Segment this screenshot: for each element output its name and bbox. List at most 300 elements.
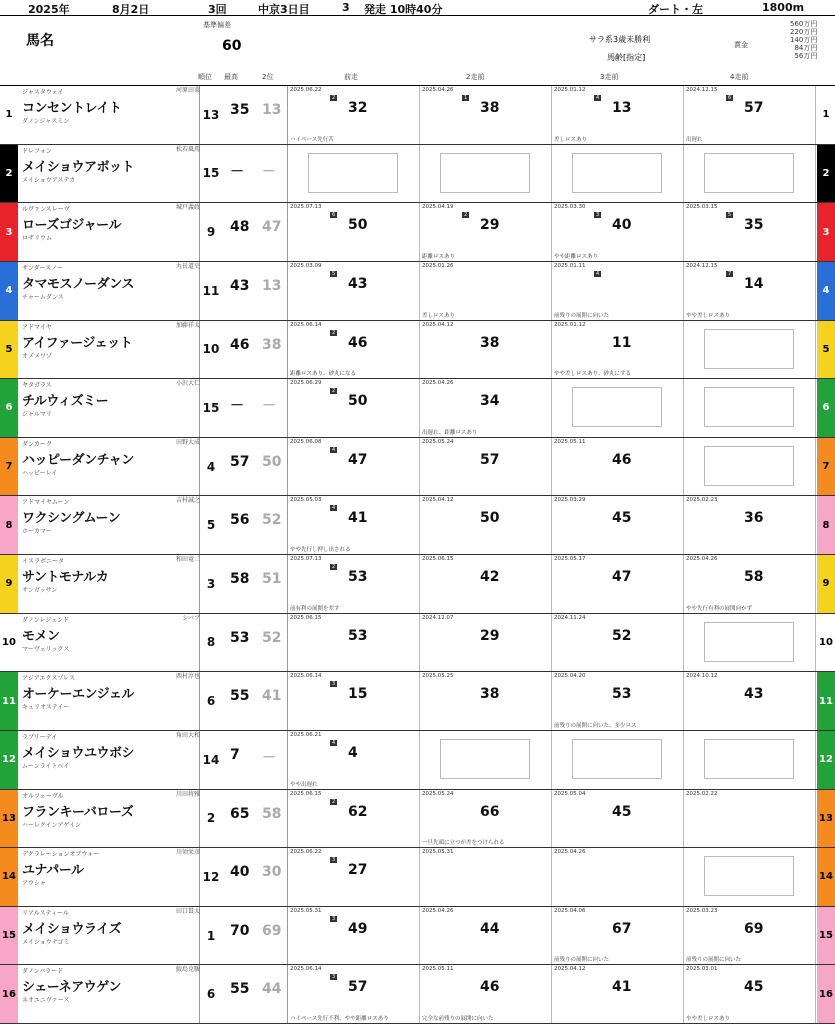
jockey-name: 松若風馬 (175, 145, 200, 153)
race-score: 4 (348, 744, 358, 761)
past-race (420, 496, 552, 554)
column-header (0, 16, 835, 86)
past-race (552, 145, 684, 203)
horse-row (0, 555, 835, 614)
horse-cell (20, 848, 200, 906)
race-date: 2025.06.21 (290, 731, 322, 738)
race-note: 前残りの展開に向いた (554, 312, 610, 319)
race-date: 2024.12.15 (686, 262, 718, 269)
past-race (552, 262, 684, 320)
past-race (684, 438, 816, 496)
past-races (288, 907, 818, 965)
race-date: 2025.05.24 (422, 438, 454, 445)
race-condition: 馬齢[指定] (607, 53, 646, 62)
jockey-name: 西村淳也 (175, 673, 200, 681)
past-race (684, 848, 816, 906)
race-score: 43 (744, 686, 764, 703)
horse-row (0, 86, 835, 145)
best-score: － (230, 398, 244, 415)
horse-row (0, 790, 835, 849)
past-race (684, 555, 816, 613)
best-score: 55 (230, 981, 250, 998)
past-race (288, 907, 420, 965)
horse-name[interactable]: ユナパール (22, 863, 84, 879)
waku-number-left: 3 (0, 203, 18, 261)
finish-position: 4 (332, 446, 336, 453)
horse-name[interactable]: タマモスノーダンス (22, 276, 134, 292)
waku-number-left: 10 (0, 614, 18, 672)
score-cell (222, 203, 288, 261)
horse-row (0, 321, 835, 380)
race-score: 41 (348, 510, 368, 527)
second-score: 52 (262, 629, 282, 646)
past-race (684, 86, 816, 144)
best-score: 40 (230, 864, 250, 881)
race-score: 38 (480, 686, 500, 703)
race-note: 出遅れ (686, 136, 703, 143)
second-score: 69 (262, 922, 282, 939)
horse-cell (20, 907, 200, 965)
horse-name[interactable]: メイショウライズ (22, 921, 121, 937)
sire-name: デクラレーションオブウォー (22, 851, 100, 859)
best-score: 43 (230, 277, 250, 294)
jockey-name: 城戸義政 (175, 204, 200, 212)
horse-row (0, 145, 835, 204)
past-race (552, 321, 684, 379)
race-score: 32 (348, 100, 368, 116)
horse-name[interactable]: ワクシングムーン (22, 511, 121, 527)
past-races (288, 731, 818, 789)
race-score: 42 (480, 569, 500, 585)
past-races (288, 672, 818, 730)
dam-name: アウシャ (22, 880, 46, 888)
second-score: － (262, 163, 276, 180)
empty-race-box (704, 387, 794, 427)
past-race (552, 86, 684, 144)
race-class: サラ系3歳未勝利 (589, 35, 651, 44)
second-score: 13 (262, 277, 282, 294)
past-race (420, 203, 552, 261)
race-date: 2024.12.07 (422, 614, 454, 621)
past-races (288, 321, 818, 379)
best-score: 7 (230, 746, 240, 763)
past-race (288, 262, 420, 320)
second-score: 13 (262, 102, 282, 118)
past-race (420, 379, 552, 437)
past-race (552, 907, 684, 965)
horse-name[interactable]: サントモナルカ (22, 570, 109, 585)
past-race (684, 614, 816, 672)
race-score: 57 (480, 451, 500, 468)
dam-name: サンガッサン (22, 587, 58, 594)
race-note: やや距離ロスあり (554, 253, 599, 260)
race-date: 2024.11.24 (554, 614, 586, 621)
race-score: 41 (612, 979, 632, 996)
past-race (288, 321, 420, 379)
empty-race-box (308, 153, 398, 193)
second-score: 52 (262, 512, 282, 529)
past-race (420, 86, 552, 144)
jockey-name: 川須栄彦 (175, 849, 200, 857)
horse-name[interactable]: アイファージェット (22, 335, 133, 351)
race-score: 38 (480, 100, 500, 116)
horse-row (0, 379, 835, 438)
race-score: 69 (744, 920, 764, 937)
jockey-name: 鮫島克駿 (175, 966, 200, 974)
race-date: 2025.04.26 (554, 849, 586, 856)
rank-value: 9 (206, 225, 216, 240)
dam-name: ネオユニヴァース (22, 997, 70, 1005)
waku-number-left: 11 (0, 672, 18, 730)
horse-cell (20, 438, 200, 496)
score-cell (222, 731, 288, 789)
race-note: 出遅れ、距離ロスあり (422, 429, 478, 436)
race-date: 2025.06.14 (290, 673, 322, 680)
waku-number-right: 6 (817, 379, 835, 437)
prize-list: 560万円 220万円 140万円 84万円 56万円 (790, 20, 818, 60)
race-note: ハイペース先行苦 (290, 136, 334, 143)
rank-value: 6 (206, 694, 216, 709)
race-date: 2025.03.09 (290, 262, 322, 269)
horse-row (0, 496, 835, 555)
race-date: 2025.05.25 (422, 673, 454, 680)
rank-value: 1 (206, 928, 216, 943)
waku-number-left: 5 (0, 321, 18, 379)
race-score: 29 (480, 627, 500, 644)
race-date: 2025.04.20 (554, 673, 586, 680)
race-score: 50 (348, 393, 368, 410)
second-score: 50 (262, 453, 282, 470)
race-date: 2025.06.08 (290, 438, 322, 445)
past-race (420, 965, 552, 1023)
race-score: 49 (348, 920, 368, 937)
horse-name[interactable]: コンセントレイト (22, 101, 122, 116)
rank-value: 3 (206, 576, 216, 591)
sire-name: ダノンバラード (22, 968, 64, 976)
past-race (684, 731, 816, 789)
race-score: 47 (348, 451, 368, 468)
rank-value: 14 (202, 752, 220, 767)
sire-name: ヤタガラス (22, 382, 52, 390)
race-note: 一旦先頭に立つが差をつけられる (422, 840, 505, 847)
past-race (288, 496, 420, 554)
distance: 1800m (762, 1, 805, 14)
rank-value: 13 (202, 107, 220, 122)
waku-number-left: 1 (0, 86, 18, 144)
waku-number-left: 2 (0, 145, 18, 203)
past-race (552, 379, 684, 437)
waku-number-left: 8 (0, 496, 18, 554)
past-races (288, 379, 818, 437)
horse-name[interactable]: ハッピーダンチャン (22, 452, 134, 468)
best-score: 58 (230, 571, 250, 587)
race-score: 53 (612, 686, 632, 703)
horse-name[interactable]: チルウィズミー (22, 394, 109, 410)
race-date: 2025.05.11 (422, 966, 454, 973)
horse-row (0, 203, 835, 262)
race-note: やや出遅れ (290, 781, 318, 788)
past-race (684, 203, 816, 261)
score-cell (222, 614, 288, 672)
finish-position: 2 (332, 329, 336, 336)
sire-name: ダノンレジェンド (22, 616, 70, 624)
past-race (552, 790, 684, 848)
race-date: 2025.06.15 (290, 614, 322, 621)
race-score: 53 (348, 569, 368, 585)
waku-number-left: 4 (0, 262, 18, 320)
waku-number-left: 13 (0, 790, 18, 848)
past-race (552, 438, 684, 496)
start-time: 発走 10時40分 (364, 3, 443, 16)
past-race (420, 907, 552, 965)
past-race (552, 496, 684, 554)
jockey-name: シバブ (182, 614, 200, 622)
race-score: 52 (612, 627, 632, 644)
race-note: やや先行有利の展開向かず (686, 605, 753, 612)
race-note: やや差しロスあり (686, 1016, 731, 1022)
race-date: 2025.05.31 (422, 849, 454, 856)
horse-cell (20, 790, 200, 848)
sire-name: イスラボニータ (22, 558, 64, 565)
rank-value: 5 (206, 518, 216, 533)
second-score: － (262, 749, 276, 766)
finish-position: 6 (332, 212, 336, 219)
race-date: 2025.06.22 (290, 87, 322, 93)
year: 2025年 (28, 3, 70, 16)
score-cell (222, 790, 288, 848)
waku-number-right: 15 (817, 907, 835, 965)
race-score: 43 (348, 275, 368, 292)
race-date: 2024.10.12 (686, 673, 718, 680)
horse-row (0, 907, 835, 966)
race-date: 2025.03.30 (554, 204, 586, 211)
past-race (288, 672, 420, 730)
finish-position: 2 (332, 95, 336, 101)
past-races (288, 86, 818, 144)
past-race (288, 145, 420, 203)
past-races (288, 262, 818, 320)
horse-name[interactable]: メイショウアボット (22, 159, 134, 175)
best-col-label: 最高 (224, 73, 238, 81)
jockey-name: 田口貫太 (175, 907, 200, 915)
dam-name: ジャルマリ (22, 411, 52, 419)
race-date: 2025.02.22 (686, 790, 718, 797)
r2-col-label: 2走前 (466, 73, 485, 81)
horse-row (0, 614, 835, 673)
race-date: 2025.04.26 (422, 380, 454, 387)
finish-position: 6 (728, 95, 732, 101)
race-date: 2025.04.26 (422, 907, 454, 914)
past-race (684, 907, 816, 965)
waku-number-right: 7 (817, 438, 835, 496)
sire-name: ダンカーク (22, 440, 53, 448)
race-date: 2025.03.01 (686, 966, 718, 973)
empty-race-box (704, 446, 794, 486)
past-race (288, 203, 420, 261)
finish-position: 1 (464, 95, 468, 101)
finish-position: 4 (596, 95, 600, 101)
race-score: 29 (480, 217, 500, 234)
race-score: 45 (612, 803, 632, 820)
race-date: 2025.01.12 (554, 87, 586, 93)
waku-number-right: 5 (817, 321, 835, 379)
finish-position: 4 (332, 505, 336, 512)
empty-race-box (704, 153, 794, 193)
venue: 中京3日目 (258, 3, 310, 16)
rank-value: 4 (206, 459, 216, 474)
waku-number-right: 4 (817, 262, 835, 320)
race-date: 2025.01.11 (554, 262, 586, 269)
second-score: 41 (262, 688, 282, 705)
race-note: 前残りの展開に向いた (554, 957, 610, 964)
finish-position: 3 (332, 915, 336, 922)
race-score: 46 (612, 451, 632, 468)
best-score: 55 (230, 688, 250, 705)
dam-name: オメメワゾ (22, 352, 52, 360)
horse-name[interactable]: メイショウユウボシ (22, 745, 134, 761)
horse-row (0, 438, 835, 497)
second-col-label: 2位 (262, 73, 274, 81)
jockey-name: 和田竜二 (175, 556, 200, 563)
race-date: 2025.01.26 (422, 262, 454, 269)
score-cell (222, 496, 288, 554)
second-score: 30 (262, 864, 282, 881)
finish-position: 3 (596, 212, 600, 219)
jockey-name: 小沢大仁 (175, 380, 200, 388)
past-race (420, 672, 552, 730)
r4-col-label: 4走前 (730, 73, 749, 81)
race-score: 40 (612, 217, 632, 234)
sire-name: ルヴァンスレーヴ (22, 206, 70, 214)
race-score: 27 (348, 862, 368, 879)
past-races (288, 203, 818, 261)
dam-name: ロザリウム (22, 235, 52, 243)
empty-race-box (704, 856, 794, 896)
horse-name[interactable]: モメン (22, 628, 60, 644)
waku-number-left: 9 (0, 555, 18, 613)
sire-name: アジアエクスプレス (22, 675, 75, 683)
best-score: 46 (230, 336, 250, 353)
race-date: 2025.07.13 (290, 556, 322, 562)
rank-col-label: 順位 (198, 73, 212, 81)
waku-number-left: 15 (0, 907, 18, 965)
past-race (552, 848, 684, 906)
horse-cell (20, 379, 200, 437)
race-date: 2025.05.03 (290, 497, 322, 504)
waku-number-right: 9 (817, 555, 835, 613)
race-date: 2025.04.12 (554, 966, 586, 973)
horse-name[interactable]: ローズゴジャール (22, 218, 121, 234)
waku-number-right: 13 (817, 790, 835, 848)
score-cell (222, 145, 288, 203)
empty-race-box (572, 739, 662, 779)
past-race (552, 614, 684, 672)
prev-col-label: 前走 (344, 73, 358, 81)
past-race (420, 614, 552, 672)
race-date: 2025.03.15 (686, 204, 718, 211)
jockey-name: 田野大成 (175, 438, 200, 446)
race-date: 2025.04.12 (422, 497, 454, 504)
race-score: 45 (744, 979, 764, 996)
rank-value: 11 (202, 283, 220, 298)
rank-value: 15 (202, 166, 220, 181)
rank-value: 15 (202, 400, 220, 415)
empty-race-box (704, 622, 794, 662)
horse-cell (20, 145, 200, 203)
race-score: 44 (480, 920, 500, 937)
past-race (420, 731, 552, 789)
second-score: 44 (262, 981, 282, 998)
race-date: 2025.05.24 (422, 790, 454, 797)
past-race (552, 555, 684, 613)
dam-name: メイショウナゴミ (22, 938, 70, 946)
race-note: 完全な前残りの展開に向いた (422, 1016, 494, 1022)
past-race (552, 731, 684, 789)
horse-name-label: 馬名 (26, 33, 54, 49)
rank-value: 10 (202, 342, 220, 357)
past-races (288, 965, 818, 1023)
rank-value: 6 (206, 987, 216, 1002)
finish-position: 2 (332, 798, 336, 805)
race-note: 距離ロスあり、砂丸になる (290, 371, 357, 378)
empty-race-box (704, 739, 794, 779)
race-score: 14 (744, 275, 764, 292)
sire-name: アドマイヤムーン (22, 499, 70, 507)
finish-position: 3 (332, 681, 336, 688)
sire-name: サンダースノー (22, 264, 63, 272)
score-cell (222, 86, 288, 144)
race-date: 2025.06.29 (290, 380, 322, 387)
race-score: 46 (348, 334, 368, 351)
score-cell (222, 672, 288, 730)
race-score: 67 (612, 920, 632, 937)
dam-name: ホーカマー (22, 528, 52, 536)
race-score: 57 (744, 100, 764, 116)
jockey-name: 吉村誠之 (175, 497, 200, 505)
past-races (288, 438, 818, 496)
past-race (684, 965, 816, 1023)
empty-race-box (704, 329, 794, 369)
horse-name[interactable]: シェーネアウゲン (22, 980, 121, 996)
race-note: 距離ロスあり (422, 253, 456, 260)
race-score: 50 (348, 217, 368, 234)
dam-name: ハーレクインアゲイン (22, 821, 81, 829)
waku-number-right: 10 (817, 614, 835, 672)
past-races (288, 555, 818, 613)
race-score: 58 (744, 569, 764, 585)
race-date: 2025.04.26 (422, 87, 454, 93)
past-race (288, 555, 420, 613)
finish-position: 2 (332, 388, 336, 395)
past-races (288, 848, 818, 906)
score-cell (222, 379, 288, 437)
past-race (684, 145, 816, 203)
race-note: ハイペース先行不利、やや距離ロスあり (290, 1016, 389, 1022)
horse-cell (20, 672, 200, 730)
past-race (288, 731, 420, 789)
course: ダート・左 (648, 3, 703, 16)
race-score: 15 (348, 686, 368, 703)
past-race (420, 321, 552, 379)
sire-name: ドレフォン (22, 147, 52, 155)
horse-cell (20, 262, 200, 320)
race-date: 2025.04.26 (686, 556, 718, 562)
dam-name: ムーンライトベイ (22, 762, 70, 770)
horse-name[interactable]: オーケーエンジェル (22, 687, 134, 703)
score-cell (222, 965, 288, 1023)
race-date: 2025.05.04 (554, 790, 586, 797)
horse-name[interactable]: フランキーバローズ (22, 804, 134, 820)
